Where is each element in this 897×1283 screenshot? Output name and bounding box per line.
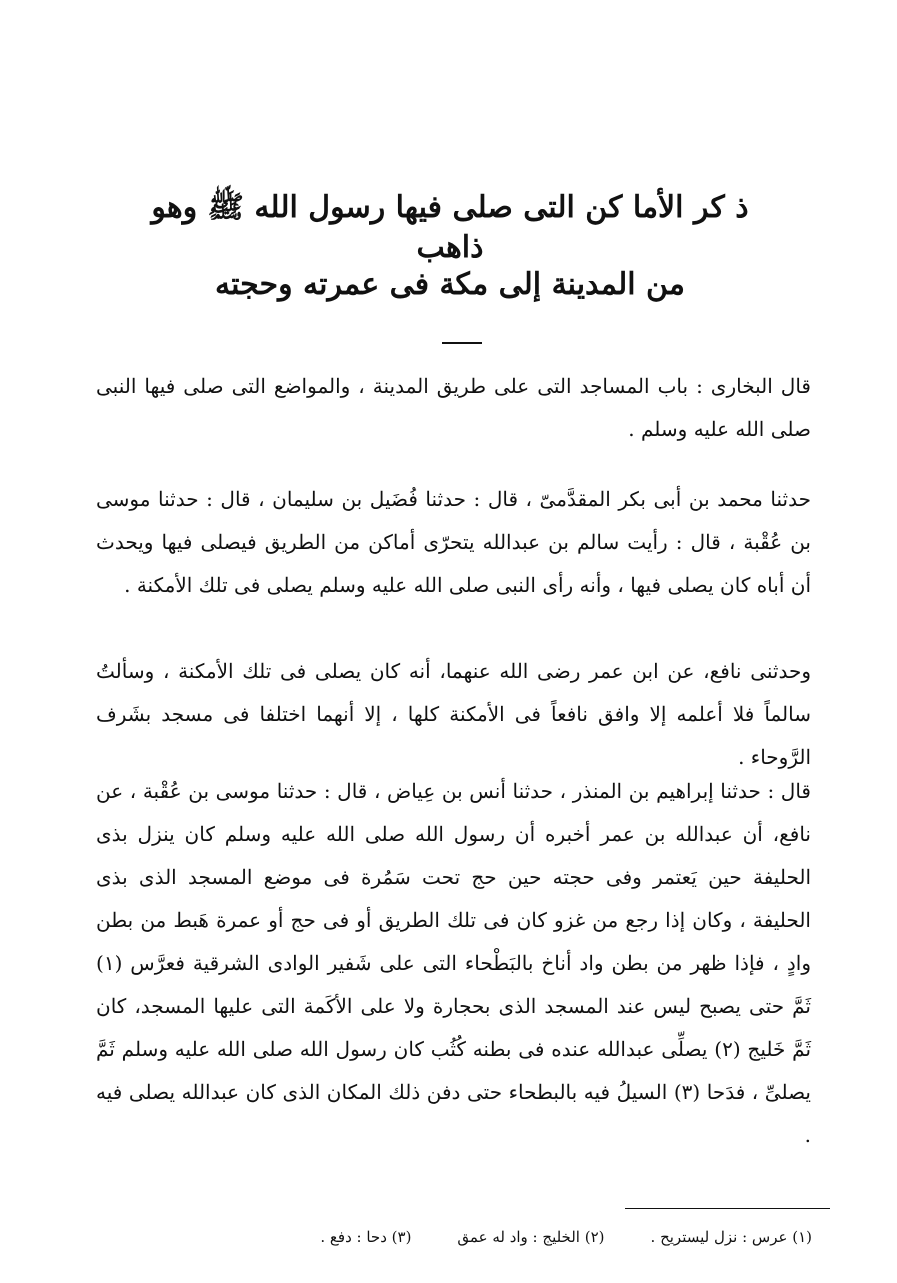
paragraph-1: قال البخارى : باب المساجد التى على طريق المدينة ، والمواضع التى صلى فيها النبى صلى الله عليه وسلم . — [96, 374, 811, 441]
chapter-title-line-2: من المدينة إلى مكة فى عمرته وحجته — [215, 267, 685, 302]
title-divider — [442, 342, 482, 344]
footnote-1: (١) عرس : نزل ليستريح . — [650, 1228, 812, 1246]
paragraph-4: قال : حدثنا إبراهيم بن المنذر ، حدثنا أنس بن عِياض ، قال : حدثنا موسى بن عُقْبة ، عن نافع، أن عبدالله بن عمر أخبره أن رسول الله صلى الله عليه وسلم كان ينزل بذى الحليفة حين يَعتمر وفى حجته حين حج تحت سَمُرة فى موضع المسجد الذى بذى الحليفة ، وكان إذا رجع من غزو كان فى تلك الطريق أو فى حج أو عمرة هَبط من بطن وادٍ ، فإذا ظهر من بطن واد أناخ بالبَطْحاء التى على شَفير الوادى الشرقية فعرَّس (١) ثَمَّ حتى يصبح ليس عند المسجد الذى بحجارة ولا على الأكَمة التى عليها المسجد، كان ثَمَّ خَليج (٢) يصلِّى عبدالله عنده فى بطنه كُثُب كان رسول الله صلى الله عليه وسلم ثَمَّ يصلىِّ ، فدَحا (٣) السيلُ فيه بالبطحاء حتى دفن ذلك المكان الذى كان عبدالله يصلى فيه . — [96, 779, 812, 1147]
footnote-2: (٢) الخليج : واد له عمق — [457, 1228, 605, 1246]
chapter-title-line-1: ذ كر الأما كن التى صلى فيها رسول الله ﷺ وهو ذاهب — [151, 190, 749, 265]
paragraph-3: وحدثنى نافع، عن ابن عمر رضى الله عنهما، أنه كان يصلى فى تلك الأمكنة ، وسألتُ سالماً فلا أعلمه إلا وافق نافعاً فى الأمكنة كلها ، إلا أنهما اختلفا فى مسجد بشَرف الرَّوحاء . — [96, 659, 811, 769]
footnote-3: (٣) دحا : دفع . — [320, 1228, 412, 1246]
footnote-divider — [625, 1208, 830, 1209]
footnotes — [190, 1226, 812, 1248]
paragraph-2: حدثنا محمد بن أبى بكر المقدَّمىّ ، قال : حدثنا فُضَيل بن سليمان ، قال : حدثنا موسى بن عُقْبة ، قال : رأيت سالم بن عبدالله يتحرّى أماكن من الطريق فيصلى فيها ويحدث أن أباه كان يصلى فيها ، وأنه رأى النبى صلى الله عليه وسلم يصلى فى تلك الأمكنة . — [96, 487, 811, 597]
